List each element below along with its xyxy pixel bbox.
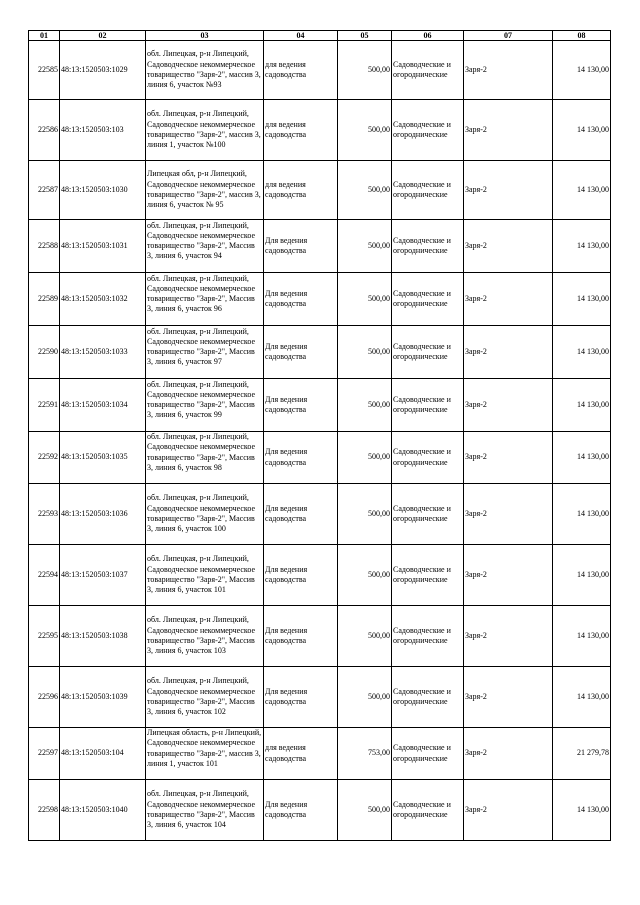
row-number-cell: 22597 [29, 728, 60, 780]
zone-cell: Заря-2 [464, 667, 553, 728]
zone-cell: Заря-2 [464, 100, 553, 161]
permitted-use-cell: Для ведения садоводства [264, 484, 338, 545]
table-row [29, 326, 611, 379]
cadastral-value-cell: 14 130,00 [553, 545, 611, 606]
cadastral-number-cell: 48:13:1520503:1038 [60, 606, 146, 667]
zone-cell: Заря-2 [464, 606, 553, 667]
category-cell: Садоводческие и огороднические [392, 379, 464, 432]
column-header: 08 [553, 31, 611, 41]
area-cell: 500,00 [338, 161, 392, 220]
row-number-cell: 22590 [29, 326, 60, 379]
row-number-cell: 22585 [29, 41, 60, 100]
address-text: обл. Липецкая, р-н Липецкий, Садоводческое некоммерческое товарищество "Заря-2", Массив 3, линия 6, участок 103 [147, 615, 256, 656]
permitted-use-cell: для ведения садоводства [264, 161, 338, 220]
address-cell [146, 545, 264, 606]
address-cell [146, 728, 264, 780]
address-cell [146, 100, 264, 161]
zone-cell: Заря-2 [464, 432, 553, 484]
row-number-cell: 22592 [29, 432, 60, 484]
address-cell [146, 667, 264, 728]
address-cell [146, 432, 264, 484]
permitted-use-cell: для ведения садоводства [264, 41, 338, 100]
column-header: 03 [146, 31, 264, 41]
cadastral-number-cell: 48:13:1520503:1037 [60, 545, 146, 606]
category-cell: Садоводческие и огороднические [392, 728, 464, 780]
category-cell: Садоводческие и огороднические [392, 606, 464, 667]
address-text: обл. Липецкая, р-н Липецкий, Садоводческое некоммерческое товарищество "Заря-2", Массив 3, линия 6, участок 102 [147, 676, 256, 717]
permitted-use-cell: Для ведения садоводства [264, 545, 338, 606]
table-row [29, 41, 611, 100]
address-cell [146, 606, 264, 667]
category-cell: Садоводческие и огороднические [392, 100, 464, 161]
address-text: обл. Липецкая, р-н Липецкий, Садоводческое некоммерческое товарищество "Заря-2", Массив 3, линия 6, участок 100 [147, 493, 256, 534]
permitted-use-cell: Для ведения садоводства [264, 432, 338, 484]
column-header: 07 [464, 31, 553, 41]
permitted-use-cell: Для ведения садоводства [264, 667, 338, 728]
permitted-use-cell: Для ведения садоводства [264, 780, 338, 841]
cadastral-number-cell: 48:13:1520503:1032 [60, 273, 146, 326]
address-text: Липецкая обл, р-н Липецкий, Садоводческое некоммерческое товарищество "Заря-2", массив 3, линия 6, участок № 95 [147, 169, 261, 210]
column-header: 01 [29, 31, 60, 41]
address-text: обл. Липецкая, р-н Липецкий, Садоводческое некоммерческое товарищество "Заря-2", массив 3, линия 1, участок №100 [147, 109, 261, 150]
table-row [29, 379, 611, 432]
cadastral-value-cell: 14 130,00 [553, 326, 611, 379]
column-header: 05 [338, 31, 392, 41]
table-row [29, 667, 611, 728]
zone-cell: Заря-2 [464, 161, 553, 220]
cadastral-value-cell: 14 130,00 [553, 667, 611, 728]
cadastral-value-cell: 21 279,78 [553, 728, 611, 780]
row-number-cell: 22591 [29, 379, 60, 432]
cadastral-number-cell: 48:13:1520503:103 [60, 100, 146, 161]
category-cell: Садоводческие и огороднические [392, 161, 464, 220]
zone-cell: Заря-2 [464, 728, 553, 780]
zone-cell: Заря-2 [464, 545, 553, 606]
address-text: обл. Липецкая, р-н Липецкий, Садоводческое некоммерческое товарищество "Заря-2", Массив 3, линия 6, участок 104 [147, 789, 256, 830]
area-cell: 500,00 [338, 606, 392, 667]
category-cell: Садоводческие и огороднические [392, 545, 464, 606]
cadastral-number-cell: 48:13:1520503:1039 [60, 667, 146, 728]
address-text: обл. Липецкая, р-н Липецкий, Садоводческое некоммерческое товарищество "Заря-2", Массив 3, линия 6, участок 99 [147, 379, 256, 420]
category-cell: Садоводческие и огороднические [392, 432, 464, 484]
permitted-use-cell: для ведения садоводства [264, 728, 338, 780]
table-row [29, 728, 611, 780]
row-number-cell: 22588 [29, 220, 60, 273]
zone-cell: Заря-2 [464, 780, 553, 841]
zone-cell: Заря-2 [464, 379, 553, 432]
address-cell [146, 780, 264, 841]
category-cell: Садоводческие и огороднические [392, 667, 464, 728]
table-row [29, 484, 611, 545]
category-cell: Садоводческие и огороднические [392, 326, 464, 379]
cadastral-value-cell: 14 130,00 [553, 379, 611, 432]
table-row [29, 606, 611, 667]
cadastral-value-cell: 14 130,00 [553, 432, 611, 484]
address-text: Липецкая область, р-н Липецкий, Садоводческое некоммерческое товарищество "Заря-2", массив 3, линия 1, участок 101 [147, 728, 262, 768]
area-cell: 500,00 [338, 220, 392, 273]
cadastral-value-cell: 14 130,00 [553, 41, 611, 100]
column-header: 02 [60, 31, 146, 41]
category-cell: Садоводческие и огороднические [392, 41, 464, 100]
area-cell: 500,00 [338, 432, 392, 484]
address-cell [146, 484, 264, 545]
table-row [29, 161, 611, 220]
cadastral-value-cell: 14 130,00 [553, 161, 611, 220]
area-cell: 500,00 [338, 667, 392, 728]
cadastral-value-cell: 14 130,00 [553, 484, 611, 545]
table-row [29, 273, 611, 326]
row-number-cell: 22593 [29, 484, 60, 545]
permitted-use-cell: Для ведения садоводства [264, 379, 338, 432]
registry-table [28, 30, 611, 841]
header-row [29, 31, 611, 41]
category-cell: Садоводческие и огороднические [392, 780, 464, 841]
area-cell: 500,00 [338, 100, 392, 161]
address-cell [146, 220, 264, 273]
row-number-cell: 22587 [29, 161, 60, 220]
permitted-use-cell: Для ведения садоводства [264, 326, 338, 379]
cadastral-number-cell: 48:13:1520503:1031 [60, 220, 146, 273]
area-cell: 500,00 [338, 379, 392, 432]
address-text: обл. Липецкая, р-н Липецкий, Садоводческое некоммерческое товарищество "Заря-2", Массив 3, линия 6, участок 98 [147, 432, 256, 472]
cadastral-value-cell: 14 130,00 [553, 606, 611, 667]
zone-cell: Заря-2 [464, 273, 553, 326]
column-header: 06 [392, 31, 464, 41]
zone-cell: Заря-2 [464, 326, 553, 379]
area-cell: 500,00 [338, 484, 392, 545]
address-text: обл. Липецкая, р-н Липецкий, Садоводческое некоммерческое товарищество "Заря-2", Массив 3, линия 6, участок 97 [147, 326, 256, 367]
permitted-use-cell: Для ведения садоводства [264, 273, 338, 326]
cadastral-value-cell: 14 130,00 [553, 780, 611, 841]
cadastral-number-cell: 48:13:1520503:104 [60, 728, 146, 780]
cadastral-number-cell: 48:13:1520503:1036 [60, 484, 146, 545]
row-number-cell: 22589 [29, 273, 60, 326]
permitted-use-cell: для ведения садоводства [264, 100, 338, 161]
table-row [29, 780, 611, 841]
address-text: обл. Липецкая, р-н Липецкий, Садоводческое некоммерческое товарищество "Заря-2", массив 3, линия 6, участок №93 [147, 49, 261, 90]
category-cell: Садоводческие и огороднические [392, 484, 464, 545]
area-cell: 500,00 [338, 780, 392, 841]
address-cell [146, 326, 264, 379]
zone-cell: Заря-2 [464, 484, 553, 545]
cadastral-number-cell: 48:13:1520503:1033 [60, 326, 146, 379]
row-number-cell: 22594 [29, 545, 60, 606]
permitted-use-cell: Для ведения садоводства [264, 606, 338, 667]
table-row [29, 100, 611, 161]
cadastral-number-cell: 48:13:1520503:1034 [60, 379, 146, 432]
cadastral-number-cell: 48:13:1520503:1029 [60, 41, 146, 100]
area-cell: 500,00 [338, 41, 392, 100]
row-number-cell: 22598 [29, 780, 60, 841]
category-cell: Садоводческие и огороднические [392, 220, 464, 273]
table-row [29, 432, 611, 484]
cadastral-value-cell: 14 130,00 [553, 100, 611, 161]
row-number-cell: 22596 [29, 667, 60, 728]
cadastral-value-cell: 14 130,00 [553, 273, 611, 326]
cadastral-number-cell: 48:13:1520503:1040 [60, 780, 146, 841]
category-cell: Садоводческие и огороднические [392, 273, 464, 326]
area-cell: 500,00 [338, 326, 392, 379]
cadastral-value-cell: 14 130,00 [553, 220, 611, 273]
area-cell: 753,00 [338, 728, 392, 780]
address-cell [146, 379, 264, 432]
row-number-cell: 22595 [29, 606, 60, 667]
area-cell: 500,00 [338, 273, 392, 326]
row-number-cell: 22586 [29, 100, 60, 161]
address-cell [146, 161, 264, 220]
cadastral-number-cell: 48:13:1520503:1035 [60, 432, 146, 484]
table-row [29, 220, 611, 273]
zone-cell: Заря-2 [464, 41, 553, 100]
address-text: обл. Липецкая, р-н Липецкий, Садоводческое некоммерческое товарищество "Заря-2", Массив 3, линия 6, участок 94 [147, 220, 256, 261]
address-text: обл. Липецкая, р-н Липецкий, Садоводческое некоммерческое товарищество "Заря-2", Массив 3, линия 6, участок 101 [147, 554, 256, 595]
table-row [29, 545, 611, 606]
address-text: обл. Липецкая, р-н Липецкий, Садоводческое некоммерческое товарищество "Заря-2", Массив 3, линия 6, участок 96 [147, 273, 256, 314]
cadastral-number-cell: 48:13:1520503:1030 [60, 161, 146, 220]
address-cell [146, 273, 264, 326]
permitted-use-cell: Для ведения садоводства [264, 220, 338, 273]
area-cell: 500,00 [338, 545, 392, 606]
address-cell [146, 41, 264, 100]
column-header: 04 [264, 31, 338, 41]
zone-cell: Заря-2 [464, 220, 553, 273]
